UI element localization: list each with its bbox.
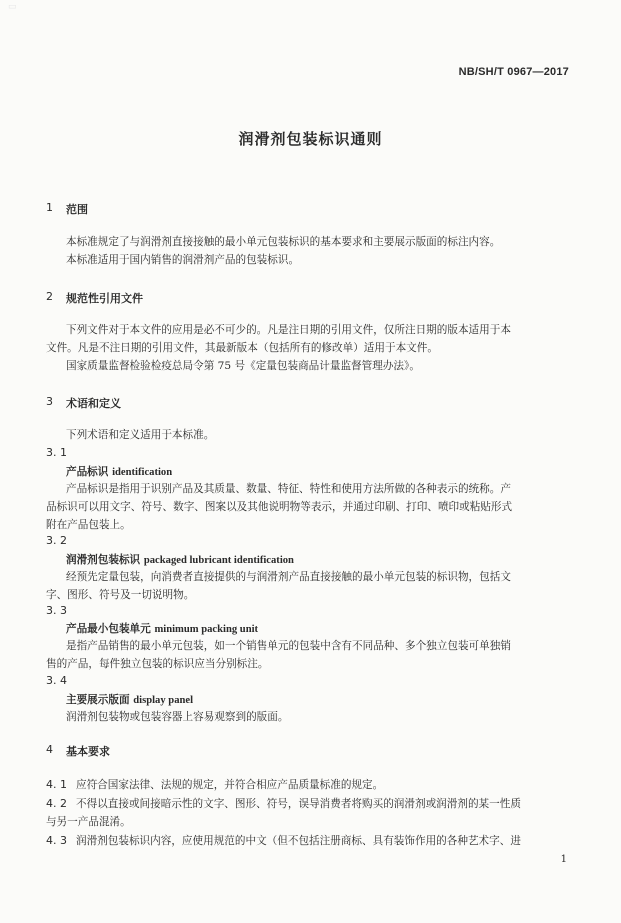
section-1-number: 1 (46, 201, 53, 214)
term-3-2-en: packaged lubricant identification (143, 555, 294, 566)
term-3-1-line-3: 附在产品包装上。 (46, 519, 131, 531)
term-3-4-number: 3. 4 (46, 674, 67, 687)
section-3-intro: 下列术语和定义适用于本标准。 (66, 429, 215, 441)
term-3-3-en: minimum packing unit (154, 624, 259, 635)
term-3-2-number: 3. 2 (46, 534, 67, 547)
section-3-number: 3 (46, 395, 53, 408)
term-3-3-line-1: 是指产品销售的最小单元包装，如一个销售单元的包装中含有不同品种、多个独立包装可单独销 (66, 640, 511, 652)
term-3-1-line-1: 产品标识是指用于识别产品及其质量、数量、特征、特性和使用方法所做的各种表示的统称。产 (66, 483, 511, 495)
term-3-3-heading (66, 621, 258, 636)
term-3-2-zh: 润滑剂包装标识 (66, 554, 141, 566)
section-4-number: 4 (46, 743, 53, 756)
section-2-line-2: 文件。凡是不注日期的引用文件，其最新版本（包括所有的修改单）适用于本文件。 (46, 342, 438, 354)
standard-code: NB/SH/T 0967—2017 (458, 66, 569, 78)
page-number: 1 (560, 854, 567, 865)
term-3-1-heading (66, 464, 172, 479)
section-2-line-1: 下列文件对于本文件的应用是必不可少的。凡是注日期的引用文件，仅所注日期的版本适用于本 (66, 324, 511, 336)
term-3-4-line-1: 润滑剂包装物或包装容器上容易观察到的版面。 (66, 711, 289, 723)
req-4-1-number: 4. 1 (46, 778, 67, 791)
term-3-1-number: 3. 1 (46, 446, 67, 459)
req-4-2-line-1: 不得以直接或间接暗示性的文字、图形、符号，误导消费者将购买的润滑剂或润滑剂的某一性质 (76, 798, 521, 810)
term-3-1-line-2: 品标识可以用文字、符号、数字、图案以及其他说明物等表示，并通过印刷、打印、喷印或粘贴形式 (46, 501, 513, 513)
term-3-2-line-2: 字、图形、符号及一切说明物。 (46, 589, 195, 601)
section-2-number: 2 (46, 290, 53, 303)
term-3-4-heading (66, 692, 193, 707)
term-3-4-zh: 主要展示版面 (66, 694, 130, 706)
document-title: 润滑剂包装标识通则 (238, 130, 383, 148)
term-3-2-heading (66, 552, 294, 567)
section-1-title: 范围 (66, 203, 88, 216)
req-4-2-number: 4. 2 (46, 797, 67, 810)
term-3-4-en: display panel (133, 695, 194, 706)
section-1-line-1: 本标准规定了与润滑剂直接接触的最小单元包装标识的基本要求和主要展示版面的标注内容。 (66, 236, 501, 248)
term-3-3-zh: 产品最小包装单元 (66, 623, 151, 635)
section-4-title: 基本要求 (66, 745, 110, 758)
term-3-3-number: 3. 3 (46, 604, 67, 617)
req-4-3-line-1: 润滑剂包装标识内容，应使用规范的中文（但不包括注册商标、具有装饰作用的各种艺术字、进 (76, 835, 521, 847)
section-3-title: 术语和定义 (66, 397, 121, 410)
term-3-1-zh: 产品标识 (66, 466, 109, 478)
section-2-line-3: 国家质量监督检验检疫总局令第 75 号《定量包装商品计量监督管理办法》。 (66, 360, 420, 372)
term-3-3-line-2: 售的产品，每件独立包装的标识应当分别标注。 (46, 658, 269, 670)
req-4-2-line-2: 与另一产品混淆。 (46, 816, 131, 828)
req-4-1-line-1: 应符合国家法律、法规的规定，并符合相应产品质量标准的规定。 (76, 779, 384, 791)
scan-watermark-stamp: ▭ (8, 2, 17, 12)
term-3-2-line-1: 经预先定量包装，向消费者直接提供的与润滑剂产品直接接触的最小单元包装的标识物，包括文 (66, 571, 511, 583)
term-3-1-en: identification (112, 467, 173, 478)
section-1-line-2: 本标准适用于国内销售的润滑剂产品的包装标识。 (66, 254, 300, 266)
section-2-title: 规范性引用文件 (66, 292, 143, 305)
req-4-3-number: 4. 3 (46, 834, 67, 847)
